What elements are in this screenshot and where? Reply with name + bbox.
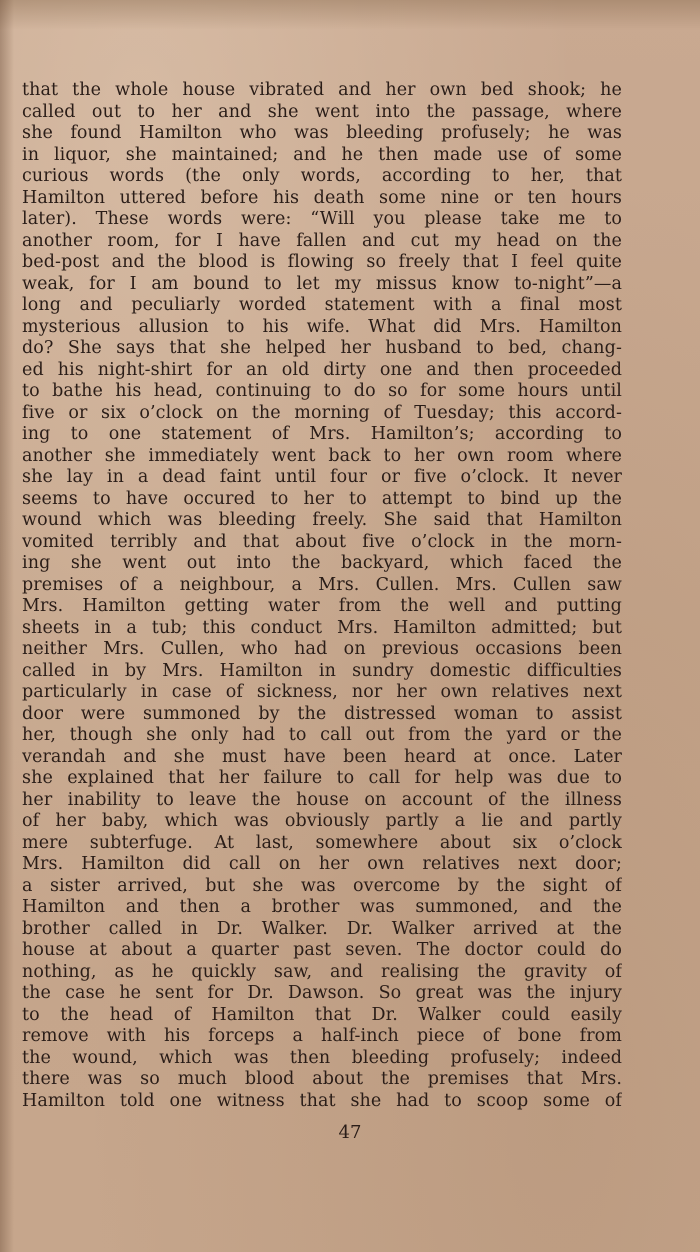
text-line: nothing, as he quickly saw, and realising the gravity of <box>22 961 622 982</box>
text-line: do? She says that she helped her husband to bed, chang- <box>22 338 622 358</box>
text-line: particularly in case of sickness, nor her own relatives next <box>22 682 622 702</box>
text-line: in liquor, she maintained; and he then made use of some <box>22 144 622 165</box>
text-line: door were summoned by the distressed woman to assist <box>22 703 622 724</box>
text-line: vomited terribly and that about five o’clock in the morn- <box>22 531 622 552</box>
text-line: the case he sent for Dr. Dawson. So great was the injury <box>22 983 622 1003</box>
text-line: sheets in a tub; this conduct Mrs. Hamilton admitted; but <box>22 617 622 638</box>
text-line: later). These words were: “Will you please take me to <box>22 209 622 229</box>
text-line: the wound, which was then bleeding profusely; indeed <box>22 1047 622 1068</box>
text-line: brother called in Dr. Walker. Dr. Walker arrived at the <box>22 918 622 939</box>
text-line: Hamilton and then a brother was summoned, and the <box>22 897 622 917</box>
text-line: ing to one statement of Mrs. Hamilton’s; according to <box>22 424 622 444</box>
text-line: to the head of Hamilton that Dr. Walker could easily <box>22 1004 622 1025</box>
text-line: to bathe his head, continuing to do so for some hours until <box>22 381 622 401</box>
text-line: her, though she only had to call out from the yard or the <box>22 725 622 745</box>
text-line: Hamilton uttered before his death some nine or ten hours <box>22 187 622 208</box>
body-text <box>22 80 622 1112</box>
text-line: premises of a neighbour, a Mrs. Cullen. Mrs. Cullen saw <box>22 574 622 595</box>
text-line: verandah and she must have been heard at once. Later <box>22 746 622 767</box>
text-line: she explained that her failure to call for help was due to <box>22 768 622 788</box>
text-line: Mrs. Hamilton did call on her own relatives next door; <box>22 854 622 874</box>
text-line: called out to her and she went into the passage, where <box>22 101 622 122</box>
text-line: wound which was bleeding freely. She said that Hamilton <box>22 510 622 530</box>
text-line: a sister arrived, but she was overcome by the sight of <box>22 875 622 896</box>
text-line: she found Hamilton who was bleeding profusely; he was <box>22 123 622 143</box>
text-line: that the whole house vibrated and her own bed shook; he <box>22 80 622 100</box>
text-line: weak, for I am bound to let my missus know to-night”—a <box>22 273 622 294</box>
text-line: another room, for I have fallen and cut my head on the <box>22 230 622 251</box>
text-line: seems to have occured to her to attempt to bind up the <box>22 488 622 509</box>
text-line: long and peculiarly worded statement with a final most <box>22 295 622 315</box>
text-line: Mrs. Hamilton getting water from the well and putting <box>22 596 622 616</box>
text-line: mysterious allusion to his wife. What did Mrs. Hamilton <box>22 316 622 337</box>
text-line: curious words (the only words, according to her, that <box>22 166 622 186</box>
text-line: ing she went out into the backyard, which faced the <box>22 553 622 573</box>
text-line: ed his night-shirt for an old dirty one and then proceeded <box>22 359 622 380</box>
text-line: bed-post and the blood is flowing so freely that I feel quite <box>22 252 622 272</box>
text-line: called in by Mrs. Hamilton in sundry domestic difficulties <box>22 660 622 681</box>
text-line: Hamilton told one witness that she had to scoop some of <box>22 1090 622 1111</box>
text-line: her inability to leave the house on account of the illness <box>22 789 622 810</box>
text-line: remove with his forceps a half-inch piece of bone from <box>22 1026 622 1046</box>
text-line: neither Mrs. Cullen, who had on previous occasions been <box>22 639 622 659</box>
text-line: another she immediately went back to her own room where <box>22 445 622 466</box>
text-line: of her baby, which was obviously partly a lie and partly <box>22 811 622 831</box>
text-line: mere subterfuge. At last, somewhere about six o’clock <box>22 832 622 853</box>
page-left-shadow <box>0 0 14 1252</box>
text-line: five or six o’clock on the morning of Tuesday; this accord- <box>22 402 622 423</box>
text-line: house at about a quarter past seven. The doctor could do <box>22 940 622 960</box>
text-line: she lay in a dead faint until four or five o’clock. It never <box>22 467 622 487</box>
text-line: there was so much blood about the premises that Mrs. <box>22 1069 622 1089</box>
page-number: 47 <box>338 1122 362 1143</box>
page-top-shadow <box>0 0 700 30</box>
